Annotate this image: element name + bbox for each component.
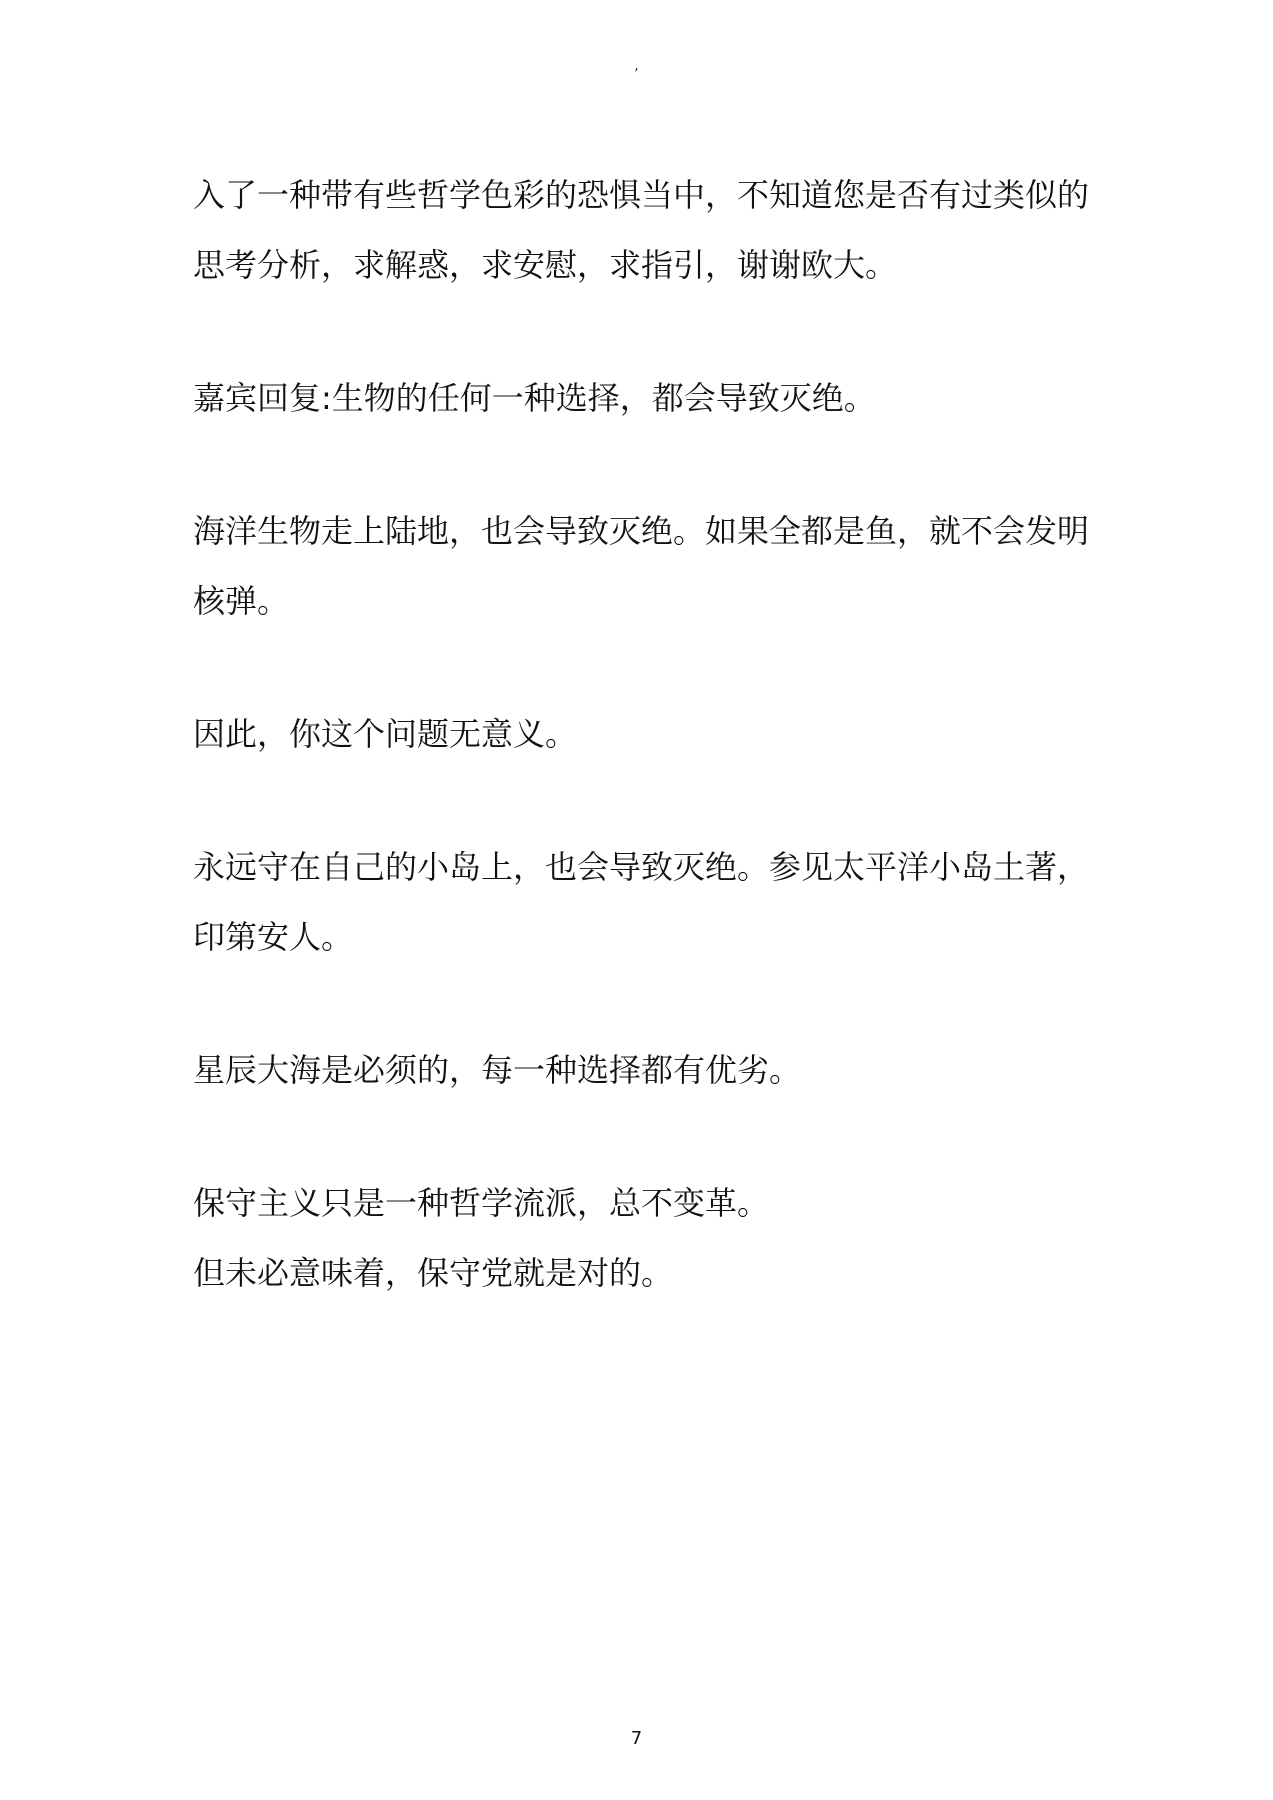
paragraph: 嘉宾回复:生物的任何一种选择，都会导致灭绝。 (193, 379, 876, 417)
paragraph: 因此，你这个问题无意义。 (193, 715, 578, 753)
paragraph: 星辰大海是必须的，每一种选择都有优劣。 (193, 1051, 802, 1089)
paragraph: 入了一种带有些哲学色彩的恐惧当中，不知道您是否有过类似的 思考分析，求解惑，求安慰，求指引，谢谢欧大。 (193, 176, 1090, 284)
paragraph: 保守主义只是一种哲学流派，总不变革。 (193, 1184, 770, 1222)
header-mark: , (634, 58, 639, 74)
document-body (193, 160, 1093, 1371)
paragraph: 海洋生物走上陆地，也会导致灭绝。如果全都是鱼，就不会发明 核弹。 (193, 512, 1090, 620)
paragraph: 永远守在自己的小岛上，也会导致灭绝。参见太平洋小岛土著， 印第安人。 (193, 848, 1090, 956)
page-number: 7 (630, 1728, 643, 1749)
paragraph: 但未必意味着，保守党就是对的。 (193, 1254, 674, 1292)
